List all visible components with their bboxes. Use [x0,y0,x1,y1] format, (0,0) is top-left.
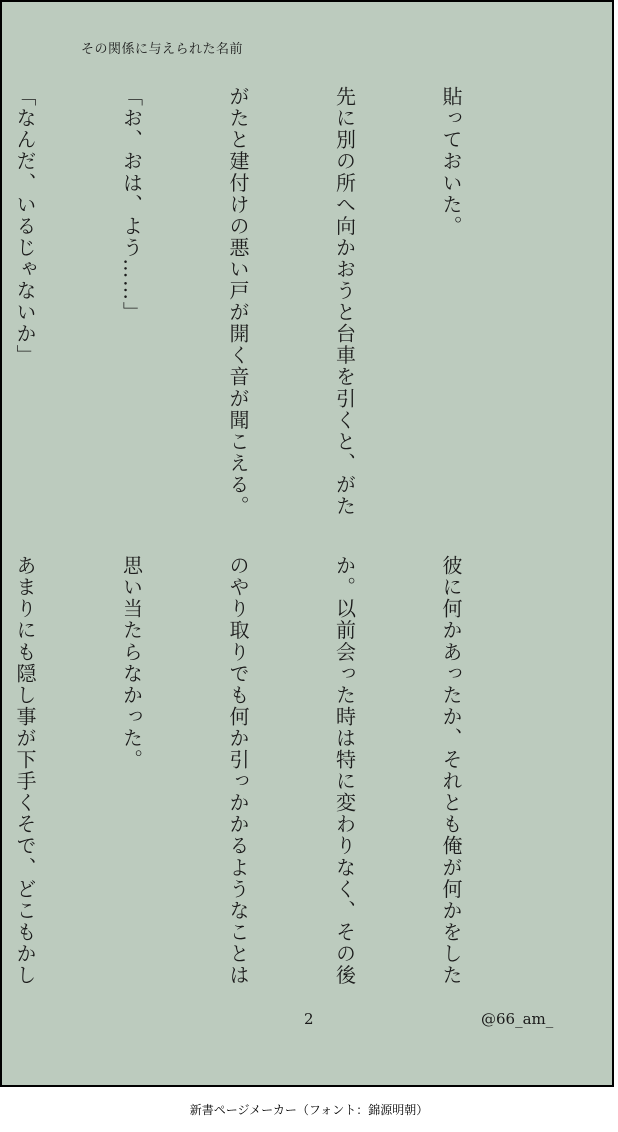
text-line: 貼っておいた。 [439,86,463,237]
text-line: 思い当たらなかった。 [119,555,144,771]
text-line: のやり取りでも何か引っかかるようなことは [226,555,250,986]
author-handle: @66_am_ [481,1010,554,1028]
text-block-bottom [0,555,539,995]
generator-caption: 新書ページメーカー（フォント：錦源明朝） [189,1103,429,1117]
text-line: あまりにも隠し事が下手くそで、どこもかし [13,555,37,986]
text-line: 「なんだ、いるじゃないか」 [13,86,37,367]
text-line: がたと建付けの悪い戸が開く音が聞こえる。 [226,86,250,517]
text-block-top [0,86,539,526]
running-title: その関係に与えられた名前 [81,42,244,57]
text-line: か。以前会った時は特に変わりなく、その後 [332,555,357,986]
text-line: 「お、おは、よう……」 [119,86,144,324]
text-line: 先に別の所へ向かおうと台車を引くと、がた [332,86,357,517]
text-line: 彼に何かあったか、それとも俺が何かをした [439,555,463,986]
page-number: 2 [304,1010,314,1028]
